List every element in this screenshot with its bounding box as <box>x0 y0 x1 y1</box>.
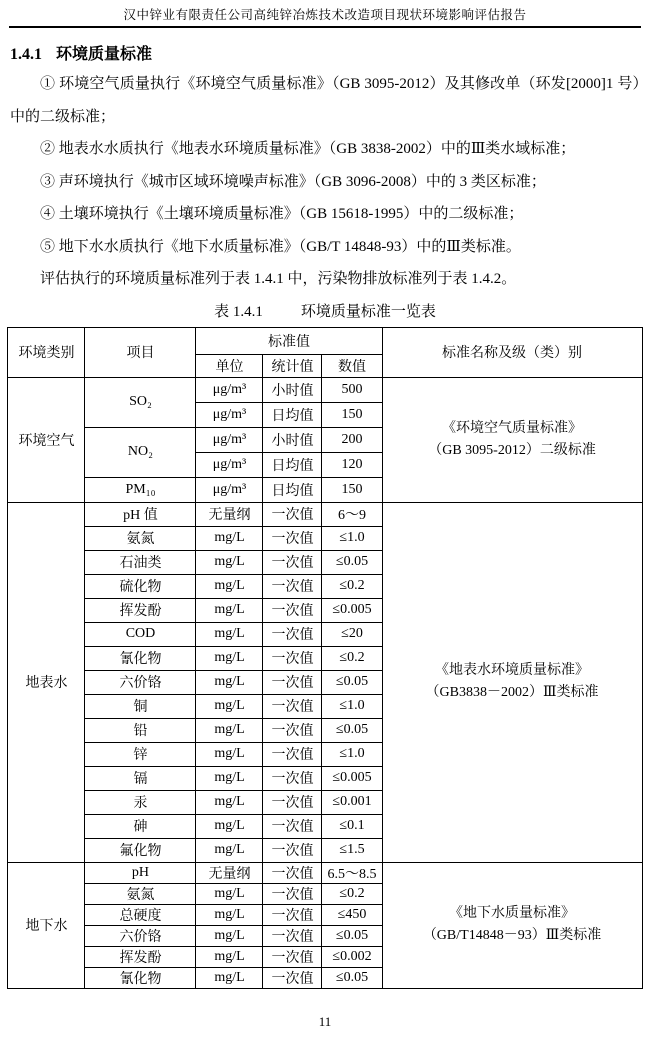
unit-cell: mg/L <box>196 670 263 694</box>
standard-name-line: （GB/T14848－93）Ⅲ类标准 <box>422 928 602 943</box>
unit-cell: mg/L <box>196 814 263 838</box>
unit-cell: μg/m³ <box>196 377 263 402</box>
unit-cell: mg/L <box>196 646 263 670</box>
value-cell: ≤0.05 <box>322 550 382 574</box>
item-cell: 挥发酚 <box>85 598 196 622</box>
running-header: 汉中锌业有限责任公司高纯锌冶炼技术改造项目现状环境影响评估报告 <box>9 0 641 28</box>
standard-name-cell <box>382 862 642 988</box>
unit-cell: 无量纲 <box>196 502 263 526</box>
item-cell: SO₂ <box>85 377 196 427</box>
unit-cell: mg/L <box>196 598 263 622</box>
statistic-cell: 一次值 <box>263 502 322 526</box>
value-cell: ≤0.001 <box>322 790 382 814</box>
statistic-cell: 一次值 <box>263 694 322 718</box>
statistic-cell: 日均值 <box>263 452 322 477</box>
statistic-cell: 一次值 <box>263 904 322 925</box>
statistic-cell: 日均值 <box>263 402 322 427</box>
value-cell: ≤0.2 <box>322 574 382 598</box>
col-header-value: 数值 <box>322 354 382 377</box>
col-header-statistic: 统计值 <box>263 354 322 377</box>
category-cell: 环境空气 <box>8 377 85 502</box>
value-cell: ≤0.2 <box>322 883 382 904</box>
unit-cell: mg/L <box>196 742 263 766</box>
standard-name-line: 《环境空气质量标准》 <box>442 420 583 436</box>
standard-name-cell <box>382 377 642 502</box>
section-title: 环境质量标准 <box>56 46 153 63</box>
statistic-cell: 一次值 <box>263 646 322 670</box>
statistic-cell: 一次值 <box>263 622 322 646</box>
statistic-cell: 一次值 <box>263 862 322 883</box>
item-cell: 汞 <box>85 790 196 814</box>
value-cell: ≤0.005 <box>322 766 382 790</box>
unit-cell: mg/L <box>196 790 263 814</box>
statistic-cell: 一次值 <box>263 946 322 967</box>
unit-cell: mg/L <box>196 883 263 904</box>
section-number: 1.4.1 <box>10 46 42 63</box>
statistic-cell: 一次值 <box>263 670 322 694</box>
col-header-standard-value: 标准值 <box>196 327 382 354</box>
unit-cell: μg/m³ <box>196 402 263 427</box>
value-cell: ≤0.2 <box>322 646 382 670</box>
value-cell: ≤0.05 <box>322 967 382 988</box>
item-cell: 硫化物 <box>85 574 196 598</box>
item-cell: 六价铬 <box>85 670 196 694</box>
statistic-cell: 小时值 <box>263 427 322 452</box>
table-caption-title: 环境质量标准一览表 <box>300 303 436 320</box>
paragraph-item-3: ③ 声环境执行《城市区域环境噪声标准》（GB 3096-2008）中的 3 类区标准； <box>40 173 546 190</box>
item-cell: 铜 <box>85 694 196 718</box>
unit-cell: 无量纲 <box>196 862 263 883</box>
value-cell: 120 <box>322 452 382 477</box>
standards-table <box>7 327 642 989</box>
value-cell: 6～9 <box>322 502 382 526</box>
value-cell: ≤0.002 <box>322 946 382 967</box>
value-cell: 150 <box>322 477 382 502</box>
table-row <box>8 502 642 526</box>
standard-name-line: 《地表水环境质量标准》 <box>435 663 590 678</box>
unit-cell: mg/L <box>196 718 263 742</box>
statistic-cell: 小时值 <box>263 377 322 402</box>
value-cell: ≤0.005 <box>322 598 382 622</box>
unit-cell: mg/L <box>196 694 263 718</box>
page-number: 11 <box>318 1014 332 1029</box>
item-cell: NO₂ <box>85 427 196 477</box>
statistic-cell: 一次值 <box>263 838 322 862</box>
value-cell: 6.5～8.5 <box>322 862 382 883</box>
item-cell: 挥发酚 <box>85 946 196 967</box>
table-row <box>8 377 642 402</box>
value-cell: 500 <box>322 377 382 402</box>
statistic-cell: 一次值 <box>263 814 322 838</box>
value-cell: ≤0.1 <box>322 814 382 838</box>
value-cell: ≤0.05 <box>322 670 382 694</box>
value-cell: 200 <box>322 427 382 452</box>
item-cell: pH 值 <box>85 502 196 526</box>
statistic-cell: 一次值 <box>263 574 322 598</box>
category-cell: 地表水 <box>8 502 85 862</box>
unit-cell: mg/L <box>196 967 263 988</box>
value-cell: ≤1.5 <box>322 838 382 862</box>
statistic-cell: 一次值 <box>263 526 322 550</box>
body-text <box>10 68 640 296</box>
item-cell: PM₁₀ <box>85 477 196 502</box>
table-caption-label: 表 1.4.1 <box>214 303 263 320</box>
table-caption <box>0 300 650 321</box>
statistic-cell: 一次值 <box>263 598 322 622</box>
statistic-cell: 一次值 <box>263 550 322 574</box>
value-cell: ≤1.0 <box>322 526 382 550</box>
col-header-standard-name: 标准名称及级（类）别 <box>382 327 642 377</box>
statistic-cell: 一次值 <box>263 766 322 790</box>
table-header-row-1 <box>8 327 642 354</box>
statistic-cell: 一次值 <box>263 718 322 742</box>
unit-cell: mg/L <box>196 622 263 646</box>
unit-cell: mg/L <box>196 925 263 946</box>
item-cell: 铅 <box>85 718 196 742</box>
item-cell: 石油类 <box>85 550 196 574</box>
unit-cell: mg/L <box>196 574 263 598</box>
value-cell: ≤450 <box>322 904 382 925</box>
paragraph-item-1: ① 环境空气质量执行《环境空气质量标准》（GB 3095-2012）及其修改单（环发[2000]1 号）中的二级标准； <box>10 76 640 125</box>
item-cell: 氰化物 <box>85 646 196 670</box>
table-row <box>8 862 642 883</box>
value-cell: ≤20 <box>322 622 382 646</box>
paragraph-item-4: ④ 土壤环境执行《土壤环境质量标准》（GB 15618-1995）中的二级标准； <box>40 206 524 222</box>
value-cell: ≤1.0 <box>322 742 382 766</box>
item-cell: 氨氮 <box>85 883 196 904</box>
standard-name-line: 《地下水质量标准》 <box>449 906 576 921</box>
section-heading <box>10 41 640 64</box>
value-cell: ≤0.05 <box>322 925 382 946</box>
unit-cell: mg/L <box>196 550 263 574</box>
standard-name-line: （GB3838－2002）Ⅲ类标准 <box>425 685 599 700</box>
unit-cell: mg/L <box>196 526 263 550</box>
item-cell: 镉 <box>85 766 196 790</box>
standard-name-line: （GB 3095-2012）二级标准 <box>428 442 596 458</box>
item-cell: 氰化物 <box>85 967 196 988</box>
value-cell: ≤1.0 <box>322 694 382 718</box>
item-cell: pH <box>85 862 196 883</box>
paragraph-item-2: ② 地表水水质执行《地表水环境质量标准》（GB 3838-2002）中的Ⅲ类水域标准； <box>40 141 576 157</box>
unit-cell: mg/L <box>196 946 263 967</box>
item-cell: 砷 <box>85 814 196 838</box>
unit-cell: μg/m³ <box>196 477 263 502</box>
col-header-item: 项目 <box>85 327 196 377</box>
item-cell: 氨氮 <box>85 526 196 550</box>
unit-cell: mg/L <box>196 838 263 862</box>
statistic-cell: 一次值 <box>263 883 322 904</box>
statistic-cell: 一次值 <box>263 742 322 766</box>
statistic-cell: 日均值 <box>263 477 322 502</box>
unit-cell: μg/m³ <box>196 427 263 452</box>
value-cell: ≤0.05 <box>322 718 382 742</box>
unit-cell: mg/L <box>196 904 263 925</box>
category-cell: 地下水 <box>8 862 85 988</box>
unit-cell: mg/L <box>196 766 263 790</box>
statistic-cell: 一次值 <box>263 790 322 814</box>
unit-cell: μg/m³ <box>196 452 263 477</box>
item-cell: 六价铬 <box>85 925 196 946</box>
paragraph-summary: 评估执行的环境质量标准列于表 1.4.1 中，污染物排放标准列于表 1.4.2。 <box>40 271 517 287</box>
col-header-unit: 单位 <box>196 354 263 377</box>
statistic-cell: 一次值 <box>263 967 322 988</box>
item-cell: 锌 <box>85 742 196 766</box>
item-cell: COD <box>85 622 196 646</box>
item-cell: 总硬度 <box>85 904 196 925</box>
item-cell: 氟化物 <box>85 838 196 862</box>
paragraph-item-5: ⑤ 地下水水质执行《地下水质量标准》（GB/T 14848-93）中的Ⅲ类标准。 <box>40 238 521 255</box>
standard-name-cell <box>382 502 642 862</box>
statistic-cell: 一次值 <box>263 925 322 946</box>
col-header-category: 环境类别 <box>8 327 85 377</box>
value-cell: 150 <box>322 402 382 427</box>
